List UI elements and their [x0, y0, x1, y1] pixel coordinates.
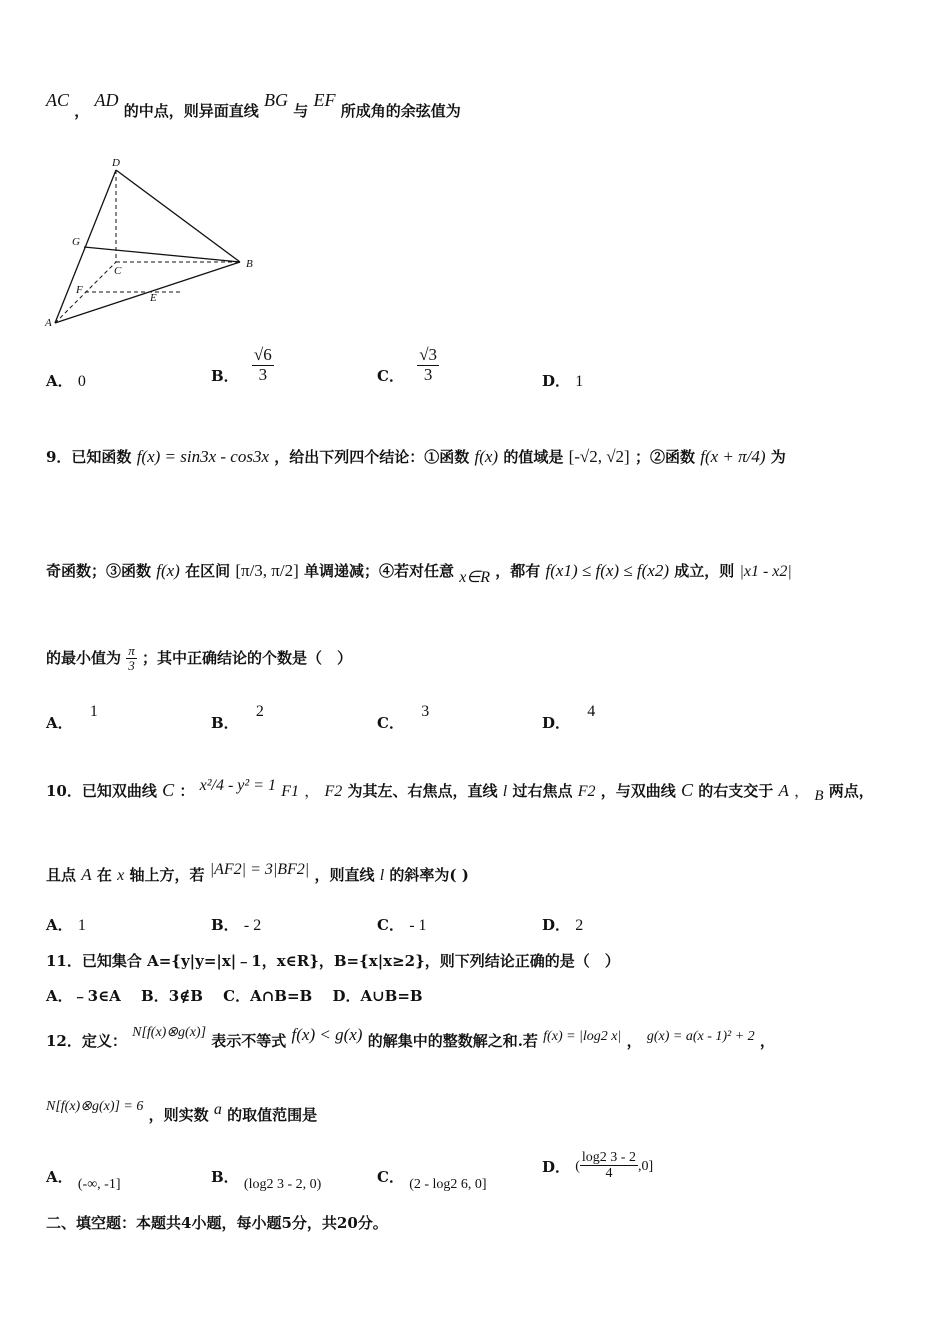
math-n-eq: N[f(x)⊗g(x)] = 6 [46, 1099, 144, 1114]
q8-option-c [377, 346, 439, 384]
q9-line-2 [46, 560, 792, 586]
option-value: 4 [587, 703, 596, 720]
option-key: D． [542, 372, 571, 390]
q11-stem: 11．已知集合 A={y|y=|x|﹣1，x∈R}，B={x|x≥2}，则下列结论正确的是（ ） [46, 952, 620, 970]
option-key: C． [377, 367, 404, 386]
option-key: C． [377, 714, 404, 732]
math-f2: F2 [324, 783, 343, 800]
text: ，都有 [495, 562, 541, 580]
option-key: A． [46, 372, 73, 390]
fraction-num: √6 [253, 345, 272, 364]
fraction-num: √3 [419, 345, 438, 364]
math-inequality: f(x1) ≤ f(x) ≤ f(x2) [545, 561, 669, 580]
math-ef: EF [313, 90, 336, 110]
option-value: 2 [575, 917, 584, 934]
text: 表示不等式 [211, 1032, 287, 1050]
text: ；②函数 [634, 448, 695, 466]
option-value: 1 [575, 373, 584, 390]
text: 9．已知函数 [46, 448, 132, 466]
math-ad: AD [94, 90, 119, 110]
q12-option-d [542, 1150, 653, 1182]
text: ， [626, 1032, 642, 1050]
q12-option-b [211, 1166, 322, 1192]
option-key: B． [211, 367, 239, 386]
section-2-heading: 二、填空题：本题共4小题，每小题5分，共20分。 [46, 1214, 388, 1232]
text: ，与双曲线 [600, 782, 676, 800]
math-range: [-√2, √2] [568, 447, 630, 466]
option-key: C． [377, 916, 404, 934]
option-value: (2 - log2 6, 0] [409, 1177, 487, 1192]
text: ；其中正确结论的个数是（ ） [142, 648, 353, 667]
comma: ， [74, 102, 90, 120]
label-b: B [246, 258, 253, 270]
q8-intro-text: 的中点，则异面直线 [123, 102, 259, 120]
option-value: 3 [421, 703, 430, 720]
option-value: (log2 3 - 2, 0) [243, 1177, 322, 1192]
math-b: B [814, 788, 824, 804]
q8-yu: 与 [293, 102, 309, 120]
q10-option-d [542, 914, 583, 935]
label-f: F [76, 284, 83, 296]
math-f1: F1 [281, 783, 299, 800]
text: 的斜率为( ) [389, 866, 469, 884]
text: 的取值范围是 [227, 1106, 318, 1124]
q9-line-3 [46, 644, 352, 674]
fraction [417, 346, 439, 384]
q9-line-1 [46, 446, 786, 467]
math-g-def: g(x) = a(x - 1)² + 2 [646, 1029, 755, 1044]
fraction-num: log2 3 - 2 [581, 1150, 636, 1165]
text: 的右支交于 [698, 782, 774, 800]
label-g: G [72, 236, 80, 248]
text: 为 [770, 448, 786, 466]
math-l: l [379, 867, 385, 884]
text: 单调递减；④若对任意 [304, 562, 455, 580]
label-e: E [150, 292, 157, 304]
math-hyperbola: x²/4 - y² = 1 [199, 777, 276, 794]
option-value: 1 [77, 917, 86, 934]
math-c: C [162, 780, 175, 800]
text: 过右焦点 [512, 782, 573, 800]
q11-options: A．﹣3∈A B．3∉B C．A∩B=B D．A∪B=B [46, 987, 423, 1005]
option-key: B． [211, 1168, 239, 1186]
fraction-num: π [128, 643, 135, 658]
math-n-def: N[f(x)⊗g(x)] [132, 1025, 207, 1040]
text: 轴上方，若 [129, 866, 205, 884]
option-key: D． [542, 714, 571, 732]
q10-line-2 [46, 861, 469, 885]
math-abs: |x1 - x2| [739, 563, 792, 580]
fraction-den: 3 [128, 658, 135, 674]
text: ，则实数 [148, 1106, 209, 1124]
math-f2: F2 [577, 783, 596, 800]
text: 奇函数；③函数 [46, 562, 152, 580]
math-fx: f(x) [156, 561, 180, 580]
label-c: C [114, 265, 122, 277]
q8-intro-line [46, 90, 461, 121]
text: 在区间 [185, 562, 231, 580]
fraction [580, 1150, 638, 1182]
q8-option-a [46, 370, 86, 391]
fraction-den: 3 [423, 364, 433, 384]
math-a: a [213, 1101, 222, 1118]
text: 12．定义： [46, 1032, 127, 1050]
option-value: - 2 [243, 917, 262, 934]
text: ，给出下列四个结论：①函数 [274, 448, 470, 466]
text: 成立，则 [674, 562, 735, 580]
q8-tail-text: 所成角的余弦值为 [340, 102, 461, 120]
text: 为其左、右焦点，直线 [347, 782, 498, 800]
fraction-den: 3 [258, 364, 268, 384]
option-key: B． [211, 916, 239, 934]
option-value: 2 [255, 703, 264, 720]
math-l: l [502, 783, 508, 800]
math-ac: AC [46, 90, 70, 110]
label-a: A [45, 317, 52, 329]
option-value: 0 [77, 373, 86, 390]
q10-option-a [46, 914, 86, 935]
math-a: A [778, 781, 789, 800]
q10-line-1: 10．已知双曲线 C ： x²/4 - y² = 1 F1 ， F2 为其左、右焦点，直线 l 过右焦点 F2 ，与双曲线 C 的右支交于 A ， B 两点， [46, 777, 874, 804]
math-x-in-r: x∈R [459, 569, 491, 586]
option-value: 1 [89, 703, 98, 720]
math-f-def: f(x) = |log2 x| [543, 1029, 622, 1044]
math-fx-def: f(x) = sin3x - cos3x [136, 447, 270, 466]
math-bg: BG [263, 90, 288, 110]
option-value: (-∞, -1] [77, 1177, 121, 1192]
math-interval: [π/3, π/2] [235, 561, 299, 580]
fraction-den: 4 [605, 1166, 613, 1182]
q9-option-d [542, 703, 596, 732]
text: 两点， [828, 782, 874, 800]
math-condition: |AF2| = 3|BF2| [209, 861, 310, 878]
option-key: A． [46, 1168, 73, 1186]
q12-option-c [377, 1166, 487, 1192]
q9-option-c [377, 703, 430, 732]
label-d: D [112, 157, 120, 169]
edge-ab [55, 262, 240, 323]
option-key: D． [542, 1157, 571, 1176]
q12-option-a [46, 1166, 121, 1192]
option-value: - 1 [409, 917, 427, 934]
math-x: x [117, 867, 125, 884]
edge-gb [84, 247, 240, 262]
q12-line-1 [46, 1025, 775, 1051]
q10-option-c [377, 914, 427, 935]
text: 10．已知双曲线 [46, 782, 157, 800]
option-open-paren: ( [575, 1158, 580, 1174]
option-key: C． [377, 1168, 404, 1186]
q9-option-a [46, 703, 98, 732]
text: ： [179, 782, 195, 800]
q8-option-b [211, 346, 274, 384]
option-key: B． [211, 714, 239, 732]
fraction [252, 346, 274, 384]
q8-option-d [542, 370, 583, 391]
q12-line-2 [46, 1099, 318, 1125]
math-a: A [81, 865, 92, 884]
option-tail: ,0] [637, 1158, 654, 1174]
math-c: C [680, 780, 693, 800]
text: 的值域是 [503, 448, 564, 466]
math-fx: f(x) [474, 447, 499, 466]
tetrahedron-figure [40, 150, 270, 335]
q10-option-b [211, 914, 261, 935]
text: ， [759, 1032, 775, 1050]
text: ，则直线 [314, 866, 375, 884]
text: 在 [96, 866, 112, 884]
math-f-shift: f(x + π/4) [700, 447, 766, 466]
edge-db [116, 170, 240, 262]
fraction-pi-3 [126, 644, 137, 674]
q9-option-b [211, 703, 264, 732]
option-key: A． [46, 714, 73, 732]
option-key: D． [542, 916, 571, 934]
text: 的最小值为 [46, 648, 122, 667]
option-key: A． [46, 916, 73, 934]
text: 且点 [46, 866, 77, 884]
text: 的解集中的整数解之和.若 [367, 1032, 538, 1050]
math-inequality: f(x) < g(x) [291, 1025, 363, 1044]
